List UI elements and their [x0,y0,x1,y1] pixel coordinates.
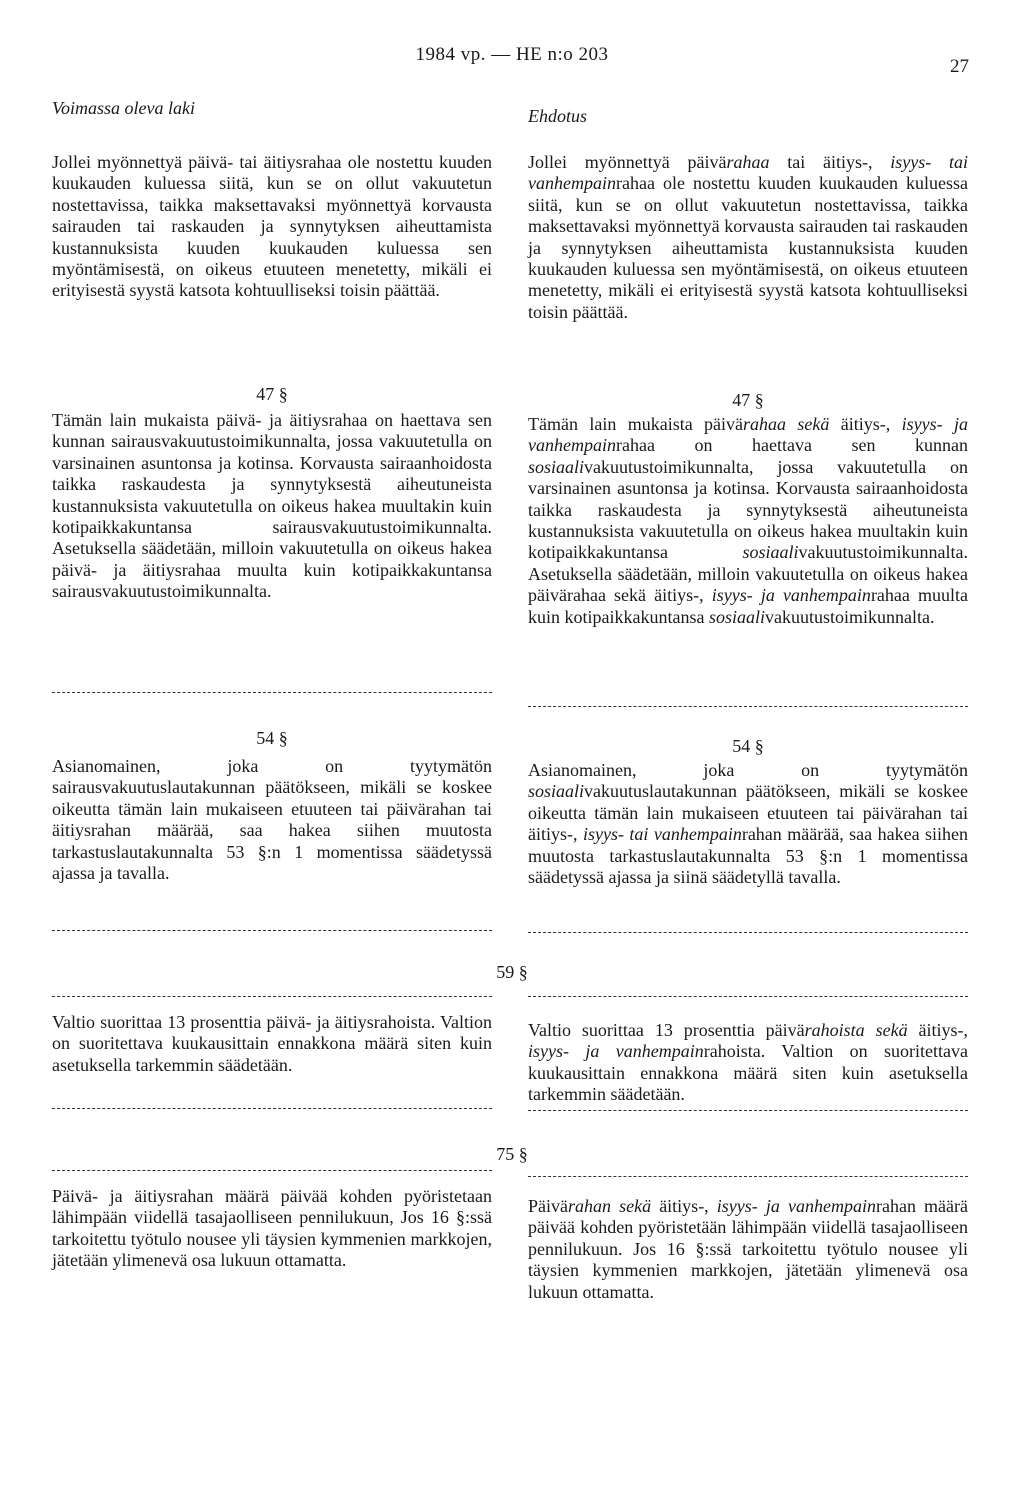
amended-text: sosiaali [708,606,765,627]
omission-divider [528,1176,968,1177]
omission-divider [52,1108,492,1109]
left-paragraph-1: Jollei myönnettyä päivä- tai äitiysrahaa ole nostettu kuuden kuukauden kuluessa siitä, kun se on ollut vakuutetun nostettavissa, taikka maksettavaksi myönnettyä korvausta sairauden tai raskauden ja synnytyksen aiheuttamista kustannuksista kuuden kuukauden kuluessa sen myöntämisestä, on oikeus etuuteen menetetty, mikäli ei erityisestä syystä katsota kohtuulliseksi toisin päättää. [52,152,492,301]
text-run: tai äitiys-, [769,152,891,172]
text-run: vakuutustoimikunnalta, jossa vakuutetulla on varsinainen asuntonsa ja kotinsa. Korvausta sairaanhoidosta taikka raskaudesta ja synnytyksestä aiheutuneista kustannuksista vakuutetulla on oikeus hakea muultakin kuin kotipaikkakuntansa [528,456,968,563]
amended-text: sosiaali [742,542,799,563]
amended-text: rahan sekä [568,1196,652,1216]
text-run: Tämän lain mukaista päivä [528,414,744,434]
omission-divider [52,692,492,693]
amended-text: isyys- tai vanhempain [528,152,968,194]
right-paragraph-47 [528,414,968,628]
amended-text: sosiaali [528,781,585,802]
left-column-heading: Voimassa oleva laki [52,98,195,118]
text-run: rahan määrää, saa hakea siihen muutosta tarkastuslautakunnalta 53 §:n 1 momentissa säädetyssä ajassa ja siinä säädetyllä tavalla. [528,824,969,888]
section-75-title: 75 § [496,1144,528,1164]
omission-divider [52,996,492,997]
text-run: Jollei myönnettyä päivä [528,152,727,172]
text-run: rahaa on haettava sen kunnan [615,435,968,456]
text-run: rahan määrä päivää kohden pyöristetään lähimpään viidellä tasajaolliseen pennilukuun. Jos 16 §:ssä tarkoitettu työtulo nousee yli täysien kymmenien markkojen, jätetään ylimenevä osa lukuun ottamatta. [528,1196,969,1302]
amended-text: isyys- ja vanhempain [528,1041,704,1062]
left-paragraph-59: Valtio suorittaa 13 prosenttia päivä- ja äitiysrahoista. Valtion on suoritettava kuukausittain ennakkona määrä siten kuin asetuksella tarkemmin säädetään. [52,1012,492,1075]
text-run: rahaa ole nostettu kuuden kuukauden kuluessa siitä, kun se on ollut vakuutetun nostettavissa, taikka maksettavaksi myönnettyä korvausta sairauden tai raskauden ja synnytyksen aiheuttamista kustannuksista kuuden kuukauden kuluessa sen myöntämisestä, on oikeus etuuteen menetetty, mikäli ei erityisestä syystä katsota kohtuulliseksi toisin päättää. [528,173,968,322]
left-section-47-title: 47 § [256,384,288,404]
amended-text: rahoista sekä [804,1020,908,1040]
amended-text: sosiaali [528,456,585,477]
text-run: rahaa muulta kuin kotipaikkakuntansa [528,585,968,627]
text-run: vakuutustoimikunnalta. [764,606,935,627]
text-run: rahoista. Valtion on suoritettava kuukausittain ennakkona määrä siten kuin asetuksella tarkemmin säädetään. [528,1041,968,1105]
text-run: vakuutustoimikunnalta. Asetuksella säädetään, milloin vakuutetulla on oikeus hakea päivärahaa sekä äitiys-, [528,542,968,606]
right-section-54-title: 54 § [732,736,764,756]
section-59-title: 59 § [496,962,528,982]
amended-text: isyys- ja vanhempain [711,585,871,606]
amended-text: isyys- tai vanhempain [582,824,742,845]
left-paragraph-54: Asianomainen, joka on tyytymätön sairausvakuutuslautakunnan päätökseen, mikäli se koskee oikeutta tämän lain mukaiseen etuuteen tai päivärahan tai äitiysrahan määrää, saa hakea siihen muutosta tarkastuslautakunnalta 53 §:n 1 momentissa säädetyssä ajassa ja tavalla. [52,756,492,884]
omission-divider [528,706,968,707]
right-paragraph-54 [528,760,968,888]
left-paragraph-75: Päivä- ja äitiysrahan määrä päivää kohden pyöristetaan lähimpään viidellä tasajaolliseen pennilukuun, Jos 16 §:ssä tarkoitettu työtulo nousee yli täysien kymmenien markkojen, jätetään ylimenevä osa lukuun ottamatta. [52,1186,492,1271]
text-run: äitiys-, [651,1196,717,1216]
text-run: vakuutuslautakunnan päätökseen, mikäli se koskee oikeutta tämän lain mukaiseen etuuteen tai päivärahan tai äitiys-, [528,781,968,845]
text-run: Valtio suorittaa 13 prosenttia päivä [528,1020,805,1040]
amended-text: isyys- ja vanhempain [528,414,968,456]
omission-divider [52,1170,492,1171]
left-paragraph-47: Tämän lain mukaista päivä- ja äitiysrahaa on haettava sen kunnan sairausvakuutustoimikunnalta, jossa vakuutetulla on varsinainen asuntonsa ja kotinsa. Korvausta sairaanhoidosta taikka raskaudesta ja synnytyksestä aiheutuneista kustannuksista vakuutetulla on oikeus hakea muultakin kuin kotipaikkakuntansa sairausvakuutustoimikunnalta. Asetuksella säädetään, milloin vakuutetulla on oikeus hakea päivä- ja äitiysrahaa muulta kuin kotipaikkakuntansa sairausvakuutustoimikunnalta. [52,410,492,602]
running-header: 1984 vp. — HE n:o 203 [415,44,609,65]
right-paragraph-1 [528,152,968,323]
omission-divider [52,930,492,931]
omission-divider [528,996,968,997]
right-section-47-title: 47 § [732,390,764,410]
amended-text: rahaa [726,152,770,172]
right-paragraph-75 [528,1196,968,1303]
left-section-54-title: 54 § [256,728,288,748]
amended-text: rahaa sekä [743,414,830,434]
amended-text: isyys- ja vanhempain [716,1196,876,1216]
text-run: äitiys-, [829,414,902,434]
omission-divider [528,932,968,933]
page-number: 27 [950,56,969,77]
text-run: Asianomainen, joka on tyytymätön [528,760,968,780]
right-column-heading: Ehdotus [528,106,588,126]
text-run: äitiys-, [907,1020,969,1040]
omission-divider [528,1110,968,1111]
right-paragraph-59 [528,1020,968,1106]
text-run: Päivä [528,1196,568,1216]
